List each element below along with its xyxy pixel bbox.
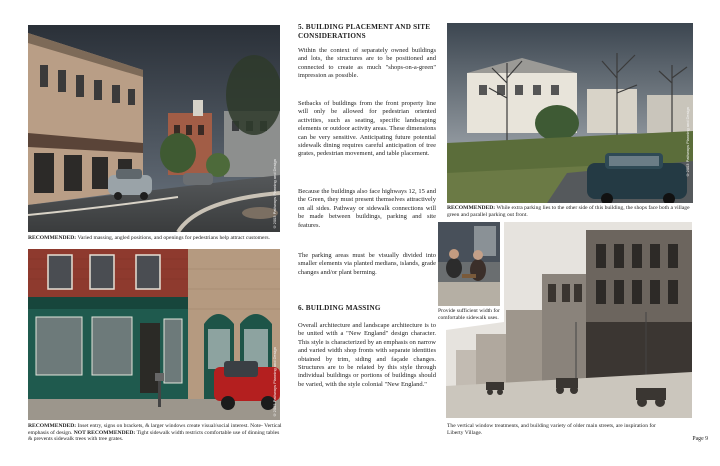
section-6-paragraph-1: Overall architecture and landscape architecture is to be united with a "New England" design character. This style is characterized by an emphasis on narrow and varied width shop fronts with separate identities obtained by trim, siding and façade changes. Structures are to be related by this style through individual buildings or portions of buildings should be varied, with the style colonial "New England." xyxy=(298,322,436,388)
storefronts-photo xyxy=(28,249,280,420)
page-number: Page 9 xyxy=(692,436,708,442)
section-5-paragraph-2: Setbacks of buildings from the front property line will only be allowed for pedestrian oriented activities, such as seating, specific landscaping elements or outdoor activity areas. These dimensions can be very sensitive. Anticipating future potential sidewalk dining requires careful anticipation of tree grates, pedestrian movement, and table placement. xyxy=(298,100,436,158)
street-corner-photo xyxy=(28,25,280,232)
section-5-paragraph-1: Within the context of separately owned buildings and lots, the structures are to be positioned and connected to create as much "shops-on-a-green" impression as possible. xyxy=(298,47,436,80)
photo-credit: ©2003 Pathways Planning and Design xyxy=(272,346,277,417)
photo-credit: ©2003 Pathways Planning and Design xyxy=(685,106,690,177)
heading-line: 5. BUILDING PLACEMENT AND SITE xyxy=(298,23,431,31)
street-corner-caption xyxy=(28,235,282,242)
section-5-heading xyxy=(298,23,438,41)
photo-credit: ©2003 Pathways Planning and Design xyxy=(272,158,277,229)
caption-text: While extra parking lies to the other side of this building, the shops face both a village green and parallel parking out front. xyxy=(447,205,690,218)
heading-line: CONSIDERATIONS xyxy=(298,32,366,40)
caption-label: RECOMMENDED: xyxy=(28,235,77,241)
section-5-paragraph-4: The parking areas must be visually divided into smaller elements via planted medians, islands, grade changes and/or plant berming. xyxy=(298,252,436,276)
caption-text: Varied massing, angled positions, and openings for pedestrians help attract customers. xyxy=(76,235,270,241)
caption-text: Tight sidewalk width restricts comfortable use of dinning tables & prevents sidewalk trees with tree grates. xyxy=(28,429,280,443)
sidewalk-photo xyxy=(438,222,500,306)
caption-label-recommended: RECOMMENDED: xyxy=(28,423,77,429)
section-6-heading: 6. BUILDING MASSING xyxy=(298,304,381,312)
storefronts-caption xyxy=(28,423,282,443)
caption-text: Inset entry, signs on brackets, & larger windows create visual/social interest. Note- Vertical emphasis of design. xyxy=(28,423,282,436)
sidewalk-caption: Provide sufficient width for comfortable sidewalk uses. xyxy=(438,308,500,321)
village-green-photo xyxy=(447,23,693,203)
historic-main-street-caption: The vertical window treatments, and building variety of older main streets, are inspiration for Liberty Village. xyxy=(447,423,656,436)
caption-label: RECOMMENDED: xyxy=(447,205,496,211)
section-5-paragraph-3: Because the buildings also face highways 12, 15 and the Green, they must present themselves attractively on all sides. Pathway or sidewalk connections will be made between buildings, parking and site features. xyxy=(298,188,436,229)
caption-label-not-recommended: NOT RECOMMENDED: xyxy=(73,429,136,436)
village-green-caption xyxy=(447,205,695,218)
